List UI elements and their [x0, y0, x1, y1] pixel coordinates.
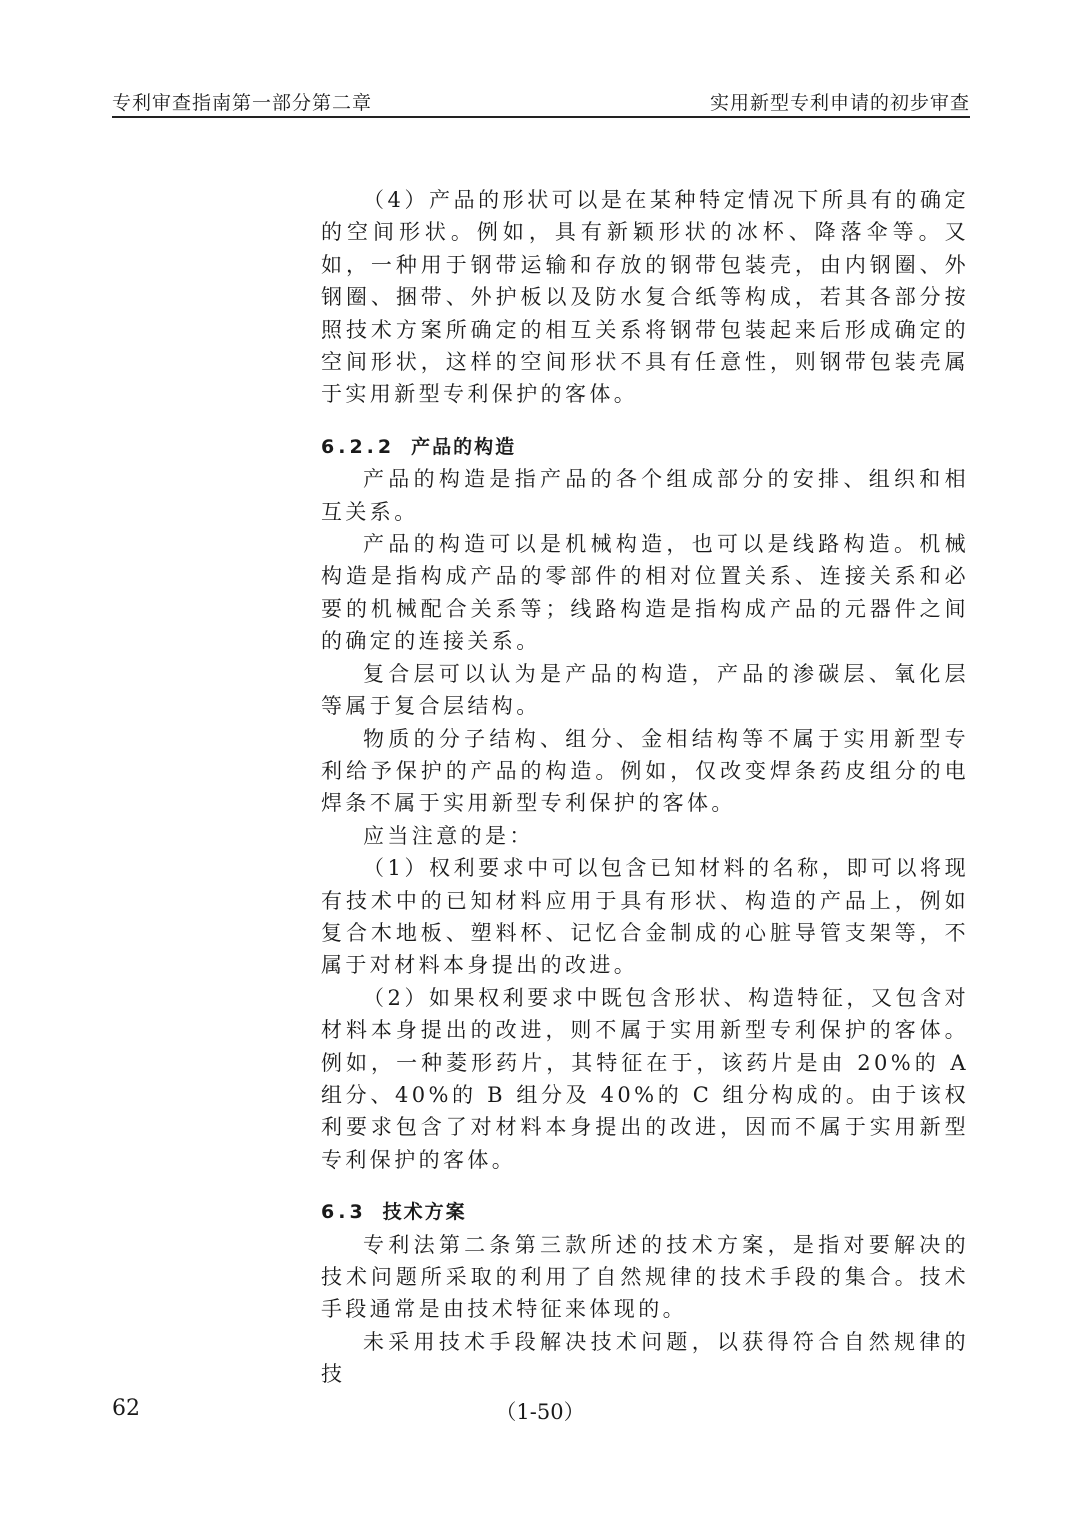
paragraph-product-shape-4: （4）产品的形状可以是在某种特定情况下所具有的确定的空间形状。例如，具有新颖形状的冰杯、降落伞等。又如，一种用于钢带运输和存放的钢带包装壳，由内钢圈、外钢圈、捆带、外护板以及防水复合纸等构成，若其各部分按照技术方案所确定的相互关系将钢带包装起来后形成确定的空间形状，这样的空间形状不具有任意性，则钢带包装壳属于实用新型专利保护的客体。 — [321, 188, 969, 407]
paragraph-construction-definition: 产品的构造是指产品的各个组成部分的安排、组织和相互关系。 — [321, 467, 969, 524]
section-heading-6-3 — [321, 1196, 969, 1228]
header-section-title: 实用新型专利申请的初步审查 — [709, 92, 970, 114]
paragraph-molecular-structure: 物质的分子结构、组分、金相结构等不属于实用新型专利给予保护的产品的构造。例如，仅改变焊条药皮组分的电焊条不属于实用新型专利保护的客体。 — [321, 726, 969, 816]
page-number: 62 — [112, 1396, 140, 1421]
page-code: （1-50） — [495, 1400, 585, 1424]
running-header — [112, 86, 970, 118]
page-body — [321, 184, 969, 1391]
paragraph-note-2: （2）如果权利要求中既包含形状、构造特征，又包含对材料本身提出的改进，则不属于实用新型专利保护的客体。例如，一种菱形药片，其特征在于，该药片是由 20%的 A 组分、40%的 B 组分及 40%的 C 组分构成的。由于该权利要求包含了对材料本身提出的改进，因而不属于实用新型专利保护的客体。 — [321, 985, 969, 1172]
section-number: 6.2.2 — [321, 435, 396, 458]
header-chapter-title: 专利审查指南第一部分第二章 — [112, 92, 373, 114]
paragraph-technical-solution-definition: 专利法第二条第三款所述的技术方案，是指对要解决的技术问题所采取的利用了自然规律的技术手段的集合。技术手段通常是由技术特征来体现的。 — [321, 1232, 969, 1322]
section-heading-6-2-2 — [321, 431, 969, 463]
paragraph-technical-means: 未采用技术手段解决技术问题，以获得符合自然规律的技 — [321, 1329, 969, 1387]
section-number: 6.3 — [321, 1201, 367, 1224]
section-title: 技术方案 — [382, 1201, 467, 1224]
paragraph-mechanical-circuit-construction: 产品的构造可以是机械构造，也可以是线路构造。机械构造是指构成产品的零部件的相对位置关系、连接关系和必要的机械配合关系等；线路构造是指构成产品的元器件之间的确定的连接关系。 — [321, 532, 969, 654]
paragraph-note-intro: 应当注意的是： — [363, 823, 534, 848]
paragraph-composite-layer: 复合层可以认为是产品的构造，产品的渗碳层、氧化层等属于复合层结构。 — [321, 661, 969, 719]
paragraph-note-1: （1）权利要求中可以包含已知材料的名称，即可以将现有技术中的已知材料应用于具有形状、构造的产品上，例如复合木地板、塑料杯、记忆合金制成的心脏导管支架等，不属于对材料本身提出的改进。 — [321, 856, 969, 978]
section-title: 产品的构造 — [411, 435, 517, 458]
